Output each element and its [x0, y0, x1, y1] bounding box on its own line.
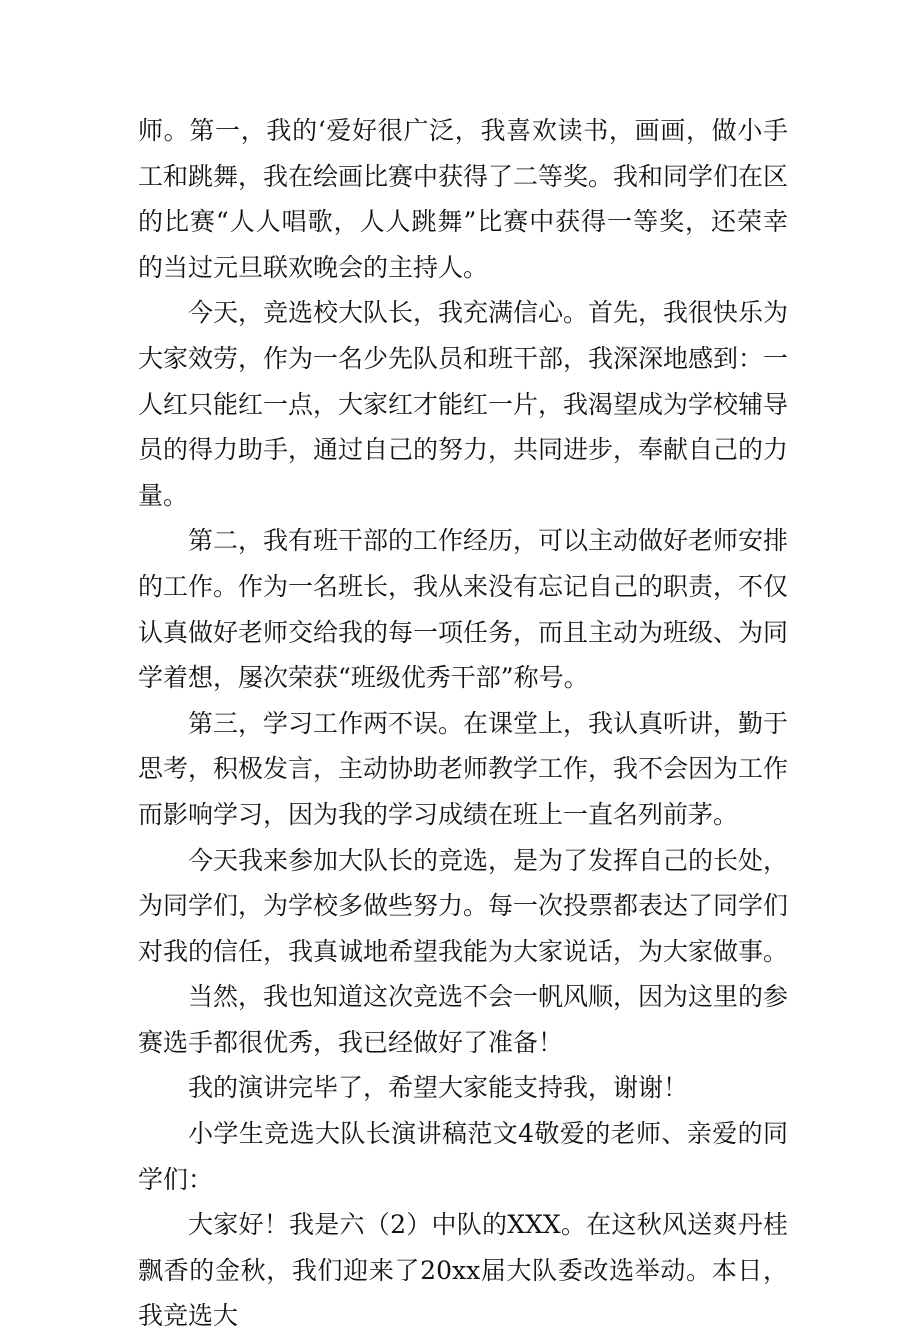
paragraph-confidence: 今天，竞选校大队长，我充满信心。首先，我很快乐为大家效劳，作为一名少先队员和班干部，我深深地感到：一人红只能红一点，大家红才能红一片，我渴望成为学校辅导员的得力助手，通过自己的努力，共同进步，奉献自己的力量。: [138, 298, 789, 510]
paragraph-closing: 我的演讲完毕了，希望大家能支持我，谢谢！: [188, 1073, 689, 1103]
paragraph-hobbies: 师。第一，我的‘爱好很广泛，我喜欢读书，画画，做小手工和跳舞，我在绘画比赛中获得了二等奖。我和同学们在区的比赛“人人唱歌，人人跳舞”比赛中获得一等奖，还荣幸的当过元旦联欢晚会的主持人。: [138, 116, 789, 282]
document-body: [138, 108, 788, 1339]
paragraph-greeting: 大家好！我是六（2）中队的XXX。在这秋风送爽丹桂飘香的金秋，我们迎来了20xx届大队委改选举动。本日，我竞选大: [138, 1210, 788, 1331]
paragraph-third-study: 第三，学习工作两不误。在课堂上，我认真听讲，勤于思考，积极发言，主动协助老师教学工作，我不会因为工作而影响学习，因为我的学习成绩在班上一直名列前茅。: [138, 708, 789, 829]
paragraph-heading-example-4: 小学生竞选大队长演讲稿范文4敬爱的老师、亲爱的同学们：: [138, 1119, 788, 1194]
paragraph-purpose: 今天我来参加大队长的竞选，是为了发挥自己的长处，为同学们，为学校多做些努力。每一次投票都表达了同学们对我的信任，我真诚地希望我能为大家说话，为大家做事。: [138, 845, 789, 966]
paragraph-prepared: 当然，我也知道这次竞选不会一帆风顺，因为这里的参赛选手都很优秀，我已经做好了准备！: [138, 982, 789, 1057]
paragraph-second-experience: 第二，我有班干部的工作经历，可以主动做好老师安排的工作。作为一名班长，我从来没有忘记自己的职责，不仅认真做好老师交给我的每一项任务，而且主动为班级、为同学着想，屡次荣获“班级优秀干部”称号。: [138, 526, 789, 693]
